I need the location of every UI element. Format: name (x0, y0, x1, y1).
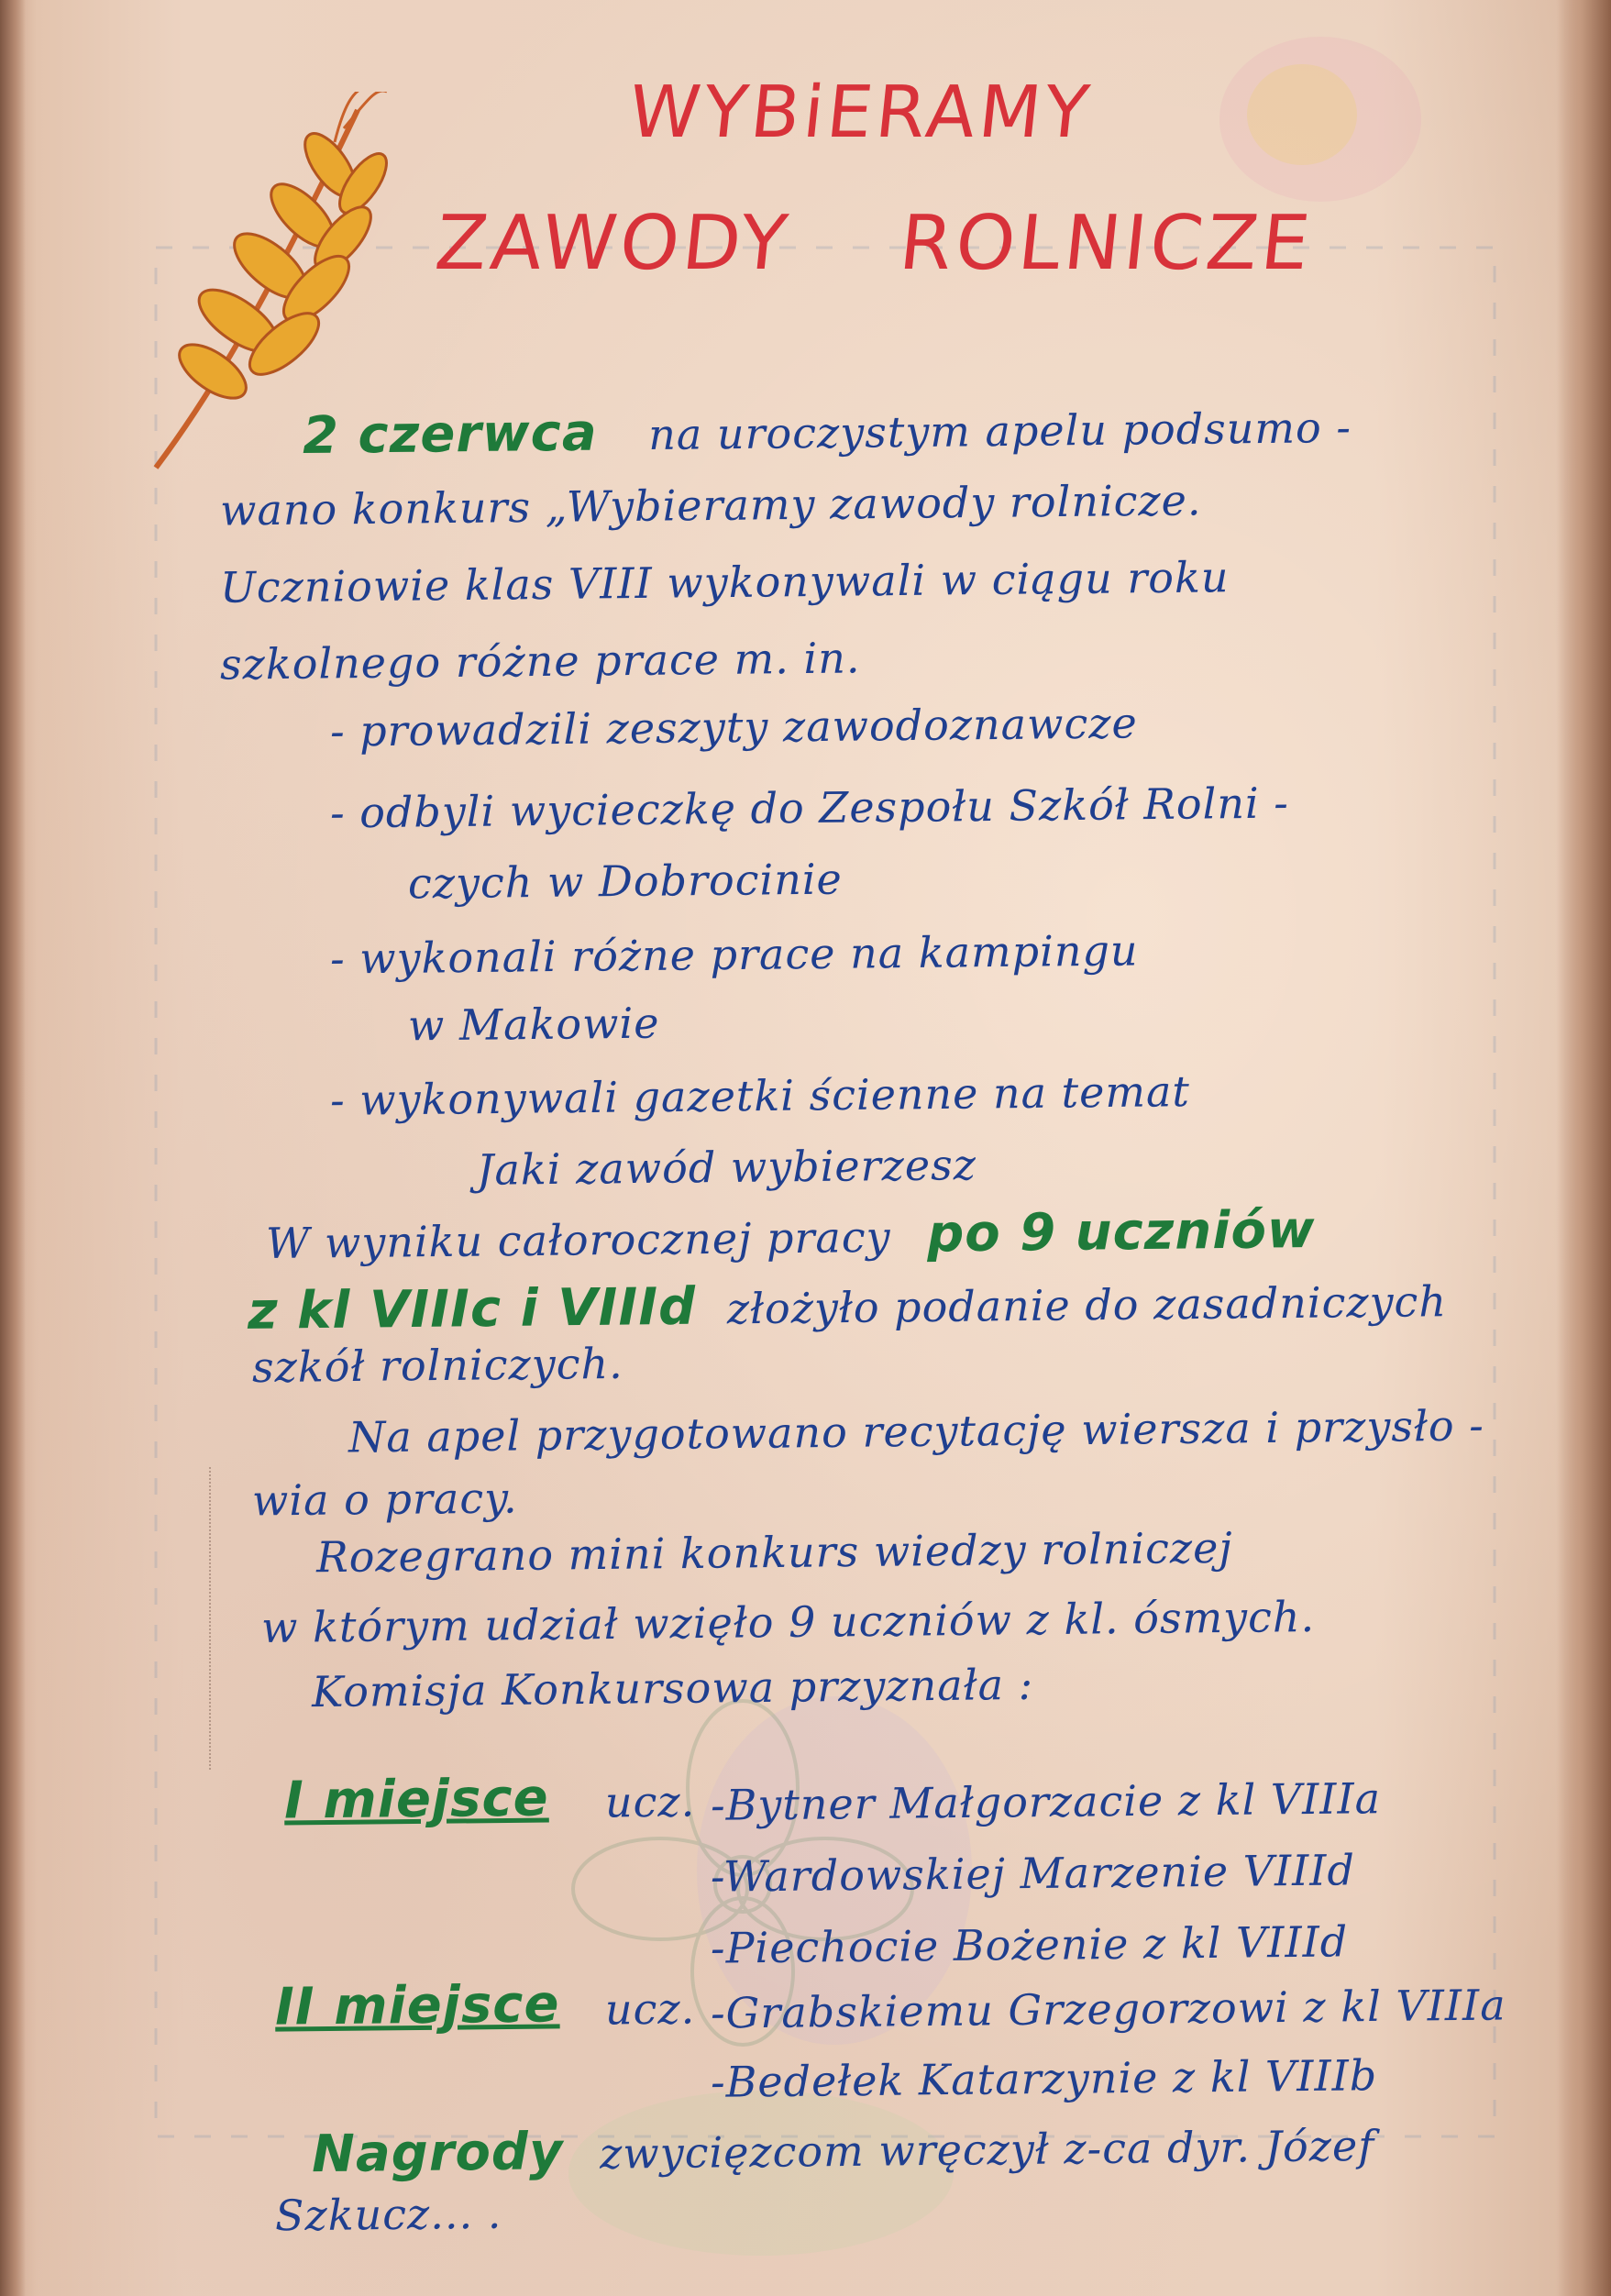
highlight-classes: z kl VIIIc i VIIId (247, 1276, 697, 1341)
winner-entry: -Wardowskiej Marzenie VIIId (710, 1845, 1356, 1902)
winner-entry: -Bytner Małgorzacie z kl VIIIa (710, 1773, 1382, 1830)
list-item-continuation: Jaki zawód wybierzesz (476, 1140, 977, 1195)
text-line: Na apel przygotowano recytację wiersza i przysło - (348, 1400, 1484, 1463)
margin-stamp (209, 1467, 218, 1770)
highlight-awards: Nagrody (311, 2122, 564, 2185)
text-line (265, 1200, 1316, 1268)
text-line: wano konkurs „Wybieramy zawody rolnicze. (219, 475, 1202, 535)
place-heading-2 (274, 1974, 560, 2037)
text-fragment: zwycięzcom wręczył z-ca dyr. Józef (599, 2120, 1375, 2179)
winner-entry: -Bedełek Katarzynie z kl VIIIb (710, 2050, 1378, 2107)
page-edge-shadow (1556, 0, 1611, 2296)
text-line (311, 2118, 1375, 2185)
page-title-line-2: ZAWODY ROLNICZE (431, 200, 1318, 287)
list-item-continuation: czych w Dobrocinie (407, 854, 844, 909)
list-item: - wykonywali gazetki ścienne na temat (329, 1066, 1191, 1125)
text-line: szkół rolniczych. (251, 1338, 623, 1393)
text-line (302, 400, 1352, 466)
text-line: Rozegrano mini konkurs wiedzy rolniczej (315, 1522, 1233, 1583)
page-binding-shadow (0, 0, 26, 2296)
text-line: Uczniowie klas VIII wykonywali w ciągu roku (219, 552, 1230, 613)
list-item: - wykonali różne prace na kampingu (329, 925, 1139, 984)
text-line: Komisja Konkursowa przyznała : (311, 1659, 1034, 1717)
text-line: szkolnego różne prace m. in. (219, 633, 861, 690)
text-fragment: na uroczystym apelu podsumo - (647, 403, 1352, 460)
place-label: II miejsce (274, 1974, 560, 2037)
winner-entry: -Grabskiemu Grzegorzowi z kl VIIIa (710, 1980, 1506, 2038)
pupil-abbrev: ucz. (604, 1776, 696, 1827)
list-item: - odbyli wycieczkę do Zespołu Szkół Rolni - (329, 778, 1290, 838)
text-fragment: złożyło podanie do zasadniczych (726, 1276, 1448, 1334)
text-line: w którym udział wzięło 9 uczniów z kl. ósmych. (260, 1591, 1316, 1653)
text-line: Szkucz... . (274, 2188, 502, 2241)
winner-entry: -Piechocie Bożenie z kl VIIId (710, 1916, 1349, 1973)
page-title-line-1: WYBiERAMY (624, 72, 1097, 154)
place-label: I miejsce (283, 1768, 549, 1831)
highlight-date: 2 czerwca (302, 403, 598, 466)
pupil-abbrev: ucz. (604, 1983, 696, 2035)
text-fragment: W wyniku całorocznej pracy (265, 1211, 891, 1268)
place-heading-1 (283, 1768, 549, 1831)
text-line: wia o pracy. (251, 1473, 518, 1526)
list-item-continuation: w Makowie (407, 998, 660, 1051)
highlight-count: po 9 uczniów (926, 1200, 1316, 1264)
list-item: - prowadzili zeszyty zawodoznawcze (329, 698, 1138, 756)
